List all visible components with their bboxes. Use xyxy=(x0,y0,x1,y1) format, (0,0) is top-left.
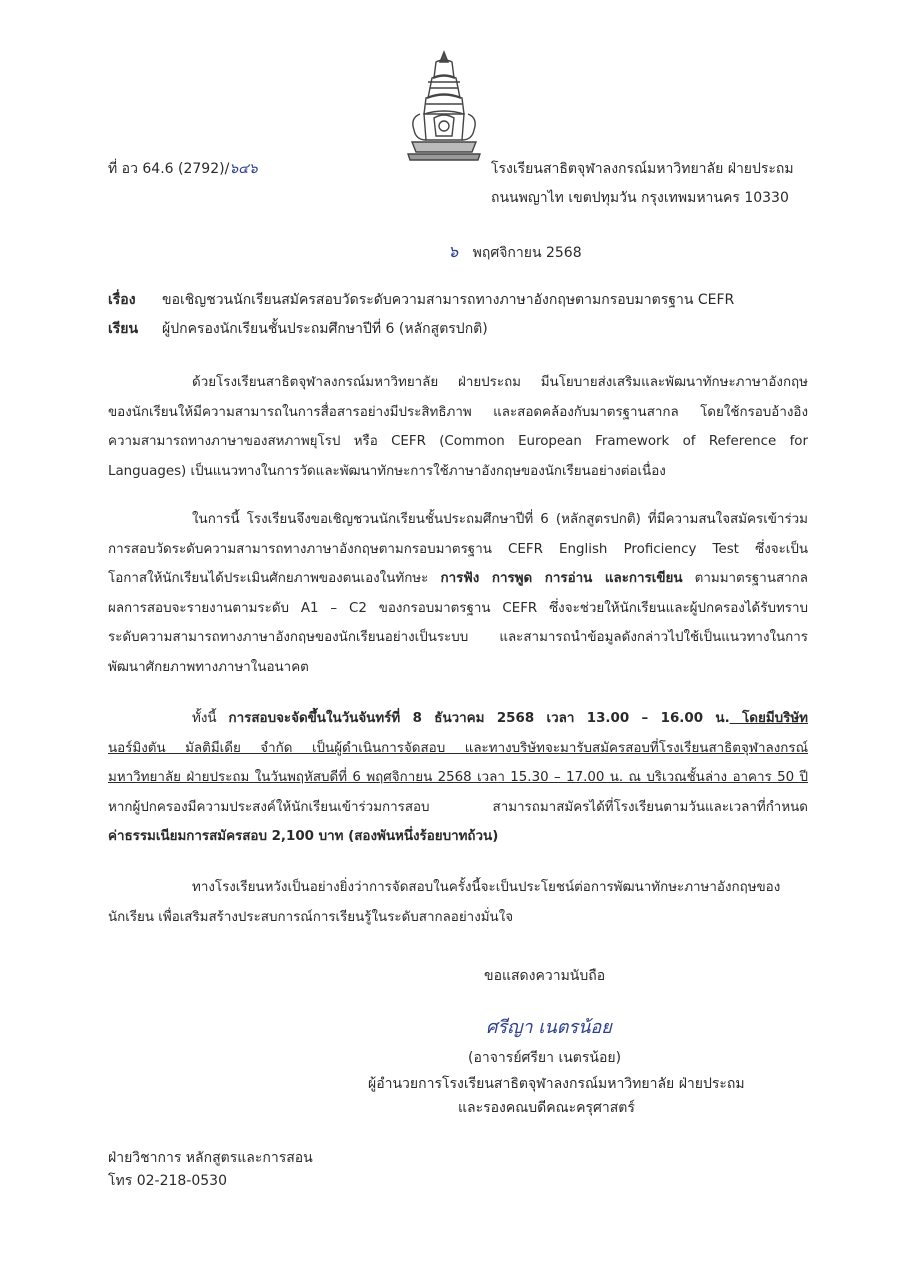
p2-line-3-a: โอกาสให้นักเรียนได้ประเมินศักยภาพของตนเองในทักษะ xyxy=(108,571,441,586)
p2-line-3 xyxy=(108,564,808,594)
paragraph-4 xyxy=(108,873,808,932)
sender-line-2: ถนนพญาไท เขตปทุมวัน กรุงเทพมหานคร 10330 xyxy=(491,190,789,206)
p2-line-3-c: ตามมาตรฐานสากล xyxy=(682,571,808,586)
paragraph-3 xyxy=(108,704,808,852)
signer-title-2: และรองคณบดีคณะครุศาสตร์ xyxy=(458,1100,635,1116)
p3-exam-date-bold: การสอบจะจัดขึ้นในวันจันทร์ที่ 8 ธันวาคม 2568 เวลา 13.00 – 16.00 น. xyxy=(228,711,730,726)
p3-line-1-c: โดยมีบริษัท xyxy=(729,711,808,726)
p3-line-2: นอร์มิงตัน มัลติมีเดีย จำกัด เป็นผู้ดำเนินการจัดสอบ และทางบริษัทจะมารับสมัครสอบที่โรงเรียนสาธิตจุฬาลงกรณ์ xyxy=(108,740,808,756)
university-emblem xyxy=(406,48,482,164)
p1-line-1: ด้วยโรงเรียนสาธิตจุฬาลงกรณ์มหาวิทยาลัย ฝ่ายประถม มีนโยบายส่งเสริมและพัฒนาทักษะภาษาอังกฤษ xyxy=(192,375,808,390)
reference-handwritten: ๖๔๖ xyxy=(229,161,258,177)
subject-label: เรื่อง xyxy=(108,292,136,308)
phra-kiao-icon xyxy=(406,48,482,164)
p3-line-3: มหาวิทยาลัย ฝ่ายประถม ในวันพฤหัสบดีที่ 6 พฤศจิกายน 2568 เวลา 15.30 – 17.00 น. ณ บริเวณชั้นล่าง อาคาร 50 ปี xyxy=(108,770,808,785)
signer-title-1: ผู้อำนวยการโรงเรียนสาธิตจุฬาลงกรณ์มหาวิทยาลัย ฝ่ายประถม xyxy=(368,1076,745,1092)
p4-line-2: นักเรียน เพื่อเสริมสร้างประสบการณ์การเรียนรู้ในระดับสากลอย่างมั่นใจ xyxy=(108,909,514,925)
paragraph-2 xyxy=(108,505,808,682)
reference-number xyxy=(108,158,258,180)
p1-line-2: ของนักเรียนให้มีความสามารถในการสื่อสารอย่างมีประสิทธิภาพ และสอดคล้องกับมาตรฐานสากล โดยใช้กรอบอ้างอิง xyxy=(108,404,808,420)
p2-line-1: ในการนี้ โรงเรียนจึงขอเชิญชวนนักเรียนชั้นประถมศึกษาปีที่ 6 (หลักสูตรปกติ) ที่มีความสนใจสมัครเข้าร่วม xyxy=(192,512,808,527)
letter-date xyxy=(448,240,582,265)
p2-line-5: ระดับความสามารถทางภาษาอังกฤษของนักเรียนอย่างเป็นระบบ และสามารถนำข้อมูลดังกล่าวไปใช้เป็นแนวทางในการ xyxy=(108,630,808,645)
p2-line-6: พัฒนาศักยภาพทางภาษาในอนาคต xyxy=(108,659,309,675)
p3-fee-bold: ค่าธรรมเนียมการสมัครสอบ 2,100 บาท (สองพันหนึ่งร้อยบาทถ้วน) xyxy=(108,829,499,844)
paragraph-1 xyxy=(108,368,808,486)
sender-line-1: โรงเรียนสาธิตจุฬาลงกรณ์มหาวิทยาลัย ฝ่ายประถม xyxy=(491,161,794,177)
signature: ศรีญา เนตรน้อย xyxy=(486,1017,612,1038)
date-day-handwritten: ๖ xyxy=(448,242,459,261)
recipient-text: ผู้ปกครองนักเรียนชั้นประถมศึกษาปีที่ 6 (หลักสูตรปกติ) xyxy=(162,321,488,337)
p1-line-4: Languages) เป็นแนวทางในการวัดและพัฒนาทักษะการใช้ภาษาอังกฤษของนักเรียนอย่างต่อเนื่อง xyxy=(108,463,666,479)
p3-line-4: หากผู้ปกครองมีความประสงค์ให้นักเรียนเข้าร่วมการสอบ สามารถมาสมัครได้ที่โรงเรียนตามวันและเวลาที่กำหนด xyxy=(108,799,808,815)
footer-department: ฝ่ายวิชาการ หลักสูตรและการสอน xyxy=(108,1150,313,1166)
p2-line-2: การสอบวัดระดับความสามารถทางภาษาอังกฤษตามกรอบมาตรฐาน CEFR English Proficiency Test ซึ่งจะเป็น xyxy=(108,541,808,557)
p4-line-1: ทางโรงเรียนหวังเป็นอย่างยิ่งว่าการจัดสอบในครั้งนี้จะเป็นประโยชน์ต่อการพัฒนาทักษะภาษาอังกฤษของ xyxy=(192,880,781,895)
footer-phone: โทร 02-218-0530 xyxy=(108,1173,227,1189)
p3-line-1 xyxy=(108,704,808,734)
p2-skills-bold: การฟัง การพูด การอ่าน และการเขียน xyxy=(440,571,683,586)
subject-text: ขอเชิญชวนนักเรียนสมัครสอบวัดระดับความสามารถทางภาษาอังกฤษตามกรอบมาตรฐาน CEFR xyxy=(162,292,735,308)
recipient-label: เรียน xyxy=(108,321,139,337)
signer-name: (อาจารย์ศรียา เนตรน้อย) xyxy=(468,1050,622,1066)
closing: ขอแสดงความนับถือ xyxy=(484,968,606,984)
p3-line-1-a: ทั้งนี้ xyxy=(192,711,229,726)
date-month-year: พฤศจิกายน 2568 xyxy=(472,245,582,261)
p2-line-4: ผลการสอบจะรายงานตามระดับ A1 – C2 ของกรอบมาตรฐาน CEFR ซึ่งจะช่วยให้นักเรียนและผู้ปกครองได้รับทราบ xyxy=(108,600,808,616)
p1-line-3: ความสามารถทางภาษาของสหภาพยุโรป หรือ CEFR (Common European Framework of Reference for xyxy=(108,434,808,449)
reference-prefix: ที่ อว 64.6 (2792)/ xyxy=(108,161,230,177)
